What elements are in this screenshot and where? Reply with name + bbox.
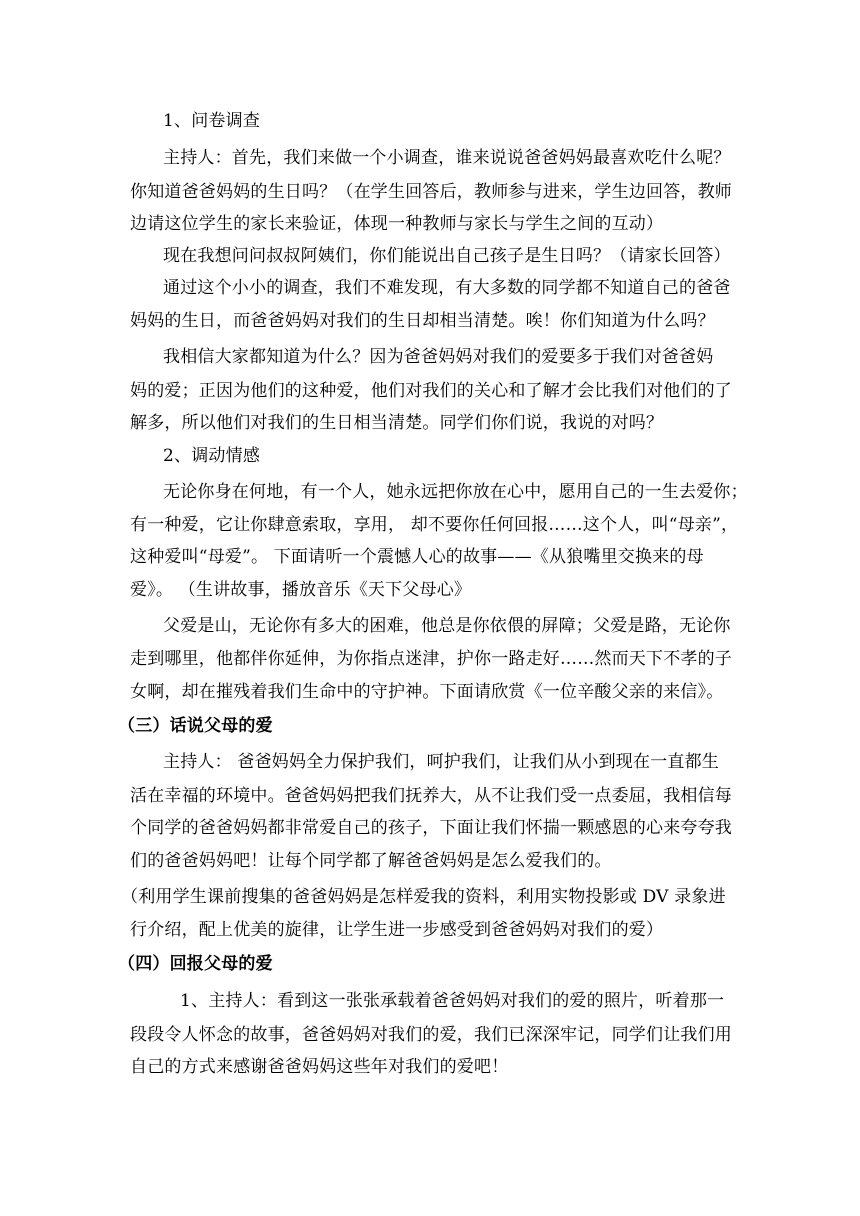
paragraph-line: 主持人： 爸爸妈妈全力保护我们，呵护我们，让我们从小到现在一直都生 bbox=[163, 752, 720, 772]
paragraph-line: 我相信大家都知道为什么？因为爸爸妈妈对我们的爱要多于我们对爸爸妈 bbox=[163, 347, 714, 367]
paragraph-line: 自己的方式来感谢爸爸妈妈这些年对我们的爱吧！ bbox=[130, 1057, 509, 1077]
paragraph-line: 走到哪里，他都伴你延伸，为你指点迷津，护你一路走好……然而天下不孝的子 bbox=[130, 649, 732, 669]
paragraph-line: 们的爸爸妈妈吧！让每个同学都了解爸爸妈妈是怎么爱我们的。 bbox=[130, 851, 612, 871]
paragraph-line: 妈妈的生日，而爸爸妈妈对我们的生日却相当清楚。唉！你们知道为什么吗？ bbox=[130, 311, 715, 331]
paragraph-line: 有一种爱，它让你肆意索取，享用， 却不要你任何回报……这个人，叫“母亲”， bbox=[130, 515, 739, 535]
paragraph-line: 现在我想问问叔叔阿姨们，你们能说出自己孩子是生日吗？（请家长回答） bbox=[163, 246, 731, 266]
paragraph-line: 爱》。 （生讲故事，播放音乐《天下父母心》 bbox=[130, 580, 472, 600]
paragraph-line: 主持人：首先，我们来做一个小调查，谁来说说爸爸妈妈最喜欢吃什么呢？ bbox=[163, 148, 731, 168]
paragraph-line: 段段令人怀念的故事，爸爸妈妈对我们的爱，我们已深深牢记，同学们让我们用 bbox=[130, 1025, 732, 1045]
paragraph-line: 通过这个小小的调查，我们不难发现，有大多数的同学都不知道自己的爸爸 bbox=[163, 278, 731, 298]
section-heading-survey: 1、问卷调查 bbox=[163, 111, 261, 131]
section-heading-four: （四）回报父母的爱 bbox=[118, 954, 273, 974]
paragraph-line: 女啊，却在摧残着我们生命中的守护神。下面请欣赏《一位辛酸父亲的来信》。 bbox=[130, 682, 724, 702]
paragraph-line: 解多，所以他们对我们的生日相当清楚。同学们你们说，我说的对吗？ bbox=[130, 413, 664, 433]
paragraph-line: （利用学生课前搜集的爸爸妈妈是怎样爱我的资料，利用实物投影或 DV 录象进 bbox=[121, 887, 726, 907]
paragraph-line: 活在幸福的环境中。爸爸妈妈把我们抚养大，从不让我们受一点委屈，我相信每 bbox=[130, 786, 732, 806]
paragraph-line: 你知道爸爸妈妈的生日吗？（在学生回答后，教师参与进来，学生边回答，教师 bbox=[130, 182, 732, 202]
paragraph-line: 这种爱叫“母爱”。 下面请听一个震憾人心的故事——《从狼嘴里交换来的母 bbox=[130, 547, 704, 567]
section-heading-emotion: 2、调动情感 bbox=[163, 446, 261, 466]
paragraph-line: 行介绍，配上优美的旋律，让学生进一步感受到爸爸妈妈对我们的爱） bbox=[130, 920, 664, 940]
paragraph-line: 个同学的爸爸妈妈都非常爱自己的孩子，下面让我们怀揣一颗感恩的心来夸夸我 bbox=[130, 818, 732, 838]
paragraph-line: 妈的爱；正因为他们的这种爱，他们对我们的关心和了解才会比我们对他们的了 bbox=[130, 381, 732, 401]
paragraph-line: 无论你身在何地，有一个人，她永远把你放在心中，愿用自己的一生去爱你； bbox=[163, 482, 748, 502]
paragraph-line: 边请这位学生的家长来验证，体现一种教师与家长与学生之间的互动） bbox=[130, 214, 664, 234]
paragraph-line: 父爱是山，无论你有多大的困难，他总是你依偎的屏障；父爱是路，无论你 bbox=[163, 616, 731, 636]
section-heading-three: （三）话说父母的爱 bbox=[118, 716, 273, 736]
paragraph-line: 1、主持人：看到这一张张承载着爸爸妈妈对我们的爱的照片，听着那一 bbox=[180, 991, 725, 1011]
